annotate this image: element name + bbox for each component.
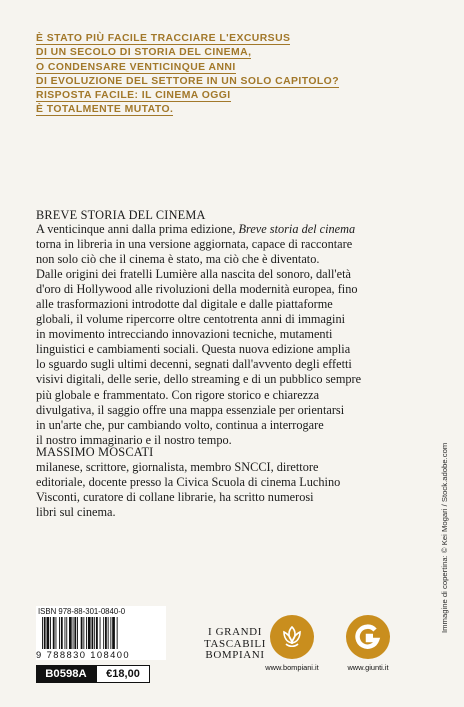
barcode-bar: [110, 617, 111, 649]
author-name: MASSIMO MOSCATI: [36, 445, 154, 459]
description-title-italic: Breve storia del cinema: [238, 222, 356, 236]
description-text: A venticinque anni dalla prima edizione,: [36, 222, 239, 236]
headline: [36, 32, 366, 118]
barcode-bar: [92, 617, 94, 649]
headline-line-text: È TOTALMENTE MUTATO.: [36, 104, 174, 116]
barcode-bar: [59, 617, 60, 649]
description-line: in un'arte che, pur cambiando volto, continua a interrogare: [36, 417, 324, 432]
headline-line-text: DI EVOLUZIONE DEL SETTORE IN UN SOLO CAPITOLO?: [36, 75, 340, 87]
headline-line: [36, 75, 366, 89]
headline-line: [36, 103, 366, 117]
description-line: non solo ciò che il cinema è stato, ma ciò che è diventato.: [36, 252, 320, 267]
series-line: TASCABILI: [204, 637, 266, 650]
headline-line-text: È STATO PIÙ FACILE TRACCIARE L'EXCURSUS: [36, 33, 291, 44]
barcode-bar: [74, 617, 76, 649]
headline-line: [36, 32, 366, 46]
headline-line: [36, 89, 366, 103]
barcode-bar: [69, 617, 72, 649]
barcode-bar: [77, 617, 78, 649]
cover-image-credit: Immagine di copertina: © Kei Mogari / Stock.adobe.com: [440, 442, 449, 633]
barcode-bar: [117, 617, 118, 649]
isbn-label: ISBN 978-88-301-0840-0: [38, 607, 126, 616]
barcode-bar: [53, 617, 55, 649]
barcode-bar: [61, 617, 63, 649]
barcode-bar: [100, 617, 101, 649]
barcode-bar: [96, 617, 98, 649]
bio-line: libri sul cinema.: [36, 505, 116, 520]
description-line: lo sguardo sugli ultimi decenni, segnati dall'avvento degli effetti: [36, 357, 352, 372]
description-line: alle trasformazioni introdotte dal digitale e dalle piattaforme: [36, 297, 333, 312]
barcode-bar: [83, 617, 84, 649]
description-line: Dalle origini dei fratelli Lumière alla nascita del sonoro, dall'età: [36, 267, 351, 282]
giunti-g-icon: [346, 615, 390, 659]
barcode-bar: [112, 617, 115, 649]
barcode-bar: [65, 617, 66, 649]
barcode-bar: [103, 617, 104, 649]
bio-line: Visconti, curatore di collane librarie, ha scritto numerosi: [36, 490, 314, 505]
price: €18,00: [106, 668, 140, 680]
bompiani-url: www.bompiani.it: [265, 663, 319, 672]
barcode-bar: [73, 617, 74, 649]
bio-line: editoriale, docente presso la Civica Scuola di cinema Luchino: [36, 475, 341, 490]
bompiani-flower-icon: [270, 615, 314, 659]
description-line: linguistici e cambiamenti sociali. Questa nuova edizione amplia: [36, 342, 351, 357]
barcode-bar: [86, 617, 87, 649]
bio-line: milanese, scrittore, giornalista, membro SNCCI, direttore: [36, 460, 319, 474]
book-description: [36, 222, 436, 448]
barcode-bar: [47, 617, 50, 649]
barcode-number: 9 788830 108400: [36, 649, 130, 660]
description-line: divulgativa, il saggio offre una mappa essenziale per orientarsi: [36, 402, 345, 417]
barcode-bar: [81, 617, 83, 649]
description-line: torna in libreria in una versione aggiornata, capace di raccontare: [36, 237, 353, 252]
description-line: più globale e frammentato. Con rigore storico e chiarezza: [36, 387, 320, 402]
author-bio: [36, 460, 436, 520]
description-line: il nostro immaginario e il nostro tempo.: [36, 432, 232, 447]
barcode-bar: [88, 617, 91, 649]
headline-line: [36, 61, 366, 75]
description-line: [36, 222, 436, 237]
barcode-bar: [44, 617, 46, 649]
series-line: I GRANDI: [208, 626, 262, 638]
giunti-url: www.giunti.it: [347, 663, 389, 672]
barcode-bar: [108, 617, 109, 649]
headline-line-text: O CONDENSARE VENTICINQUE ANNI: [36, 61, 236, 73]
description-line: d'oro di Hollywood alle rivoluzioni della modernità europea, fino: [36, 282, 358, 297]
book-title: BREVE STORIA DEL CINEMA: [36, 208, 206, 222]
headline-line-text: DI UN SECOLO DI STORIA DEL CINEMA,: [36, 47, 252, 59]
series-line: BOMPIANI: [205, 649, 265, 661]
headline-line-text: RISPOSTA FACILE: IL CINEMA OGGI: [36, 90, 231, 102]
description-line: globali, il volume ripercorre oltre centotrenta anni di immagini: [36, 312, 346, 327]
description-line: visivi digitali, delle serie, dello streaming e di un pubblico sempre: [36, 372, 362, 387]
barcode-bar: [66, 617, 67, 649]
headline-line: [36, 46, 366, 60]
description-line: in movimento intrecciando innovazioni tecniche, mutamenti: [36, 327, 333, 342]
product-code: B0598A: [45, 668, 87, 680]
barcode-bar: [94, 617, 95, 649]
barcode-icon: [42, 617, 160, 649]
barcode-bar: [56, 617, 57, 649]
barcode-bar: [105, 617, 107, 649]
barcode-bar: [42, 617, 43, 649]
barcode-bar: [50, 617, 51, 649]
